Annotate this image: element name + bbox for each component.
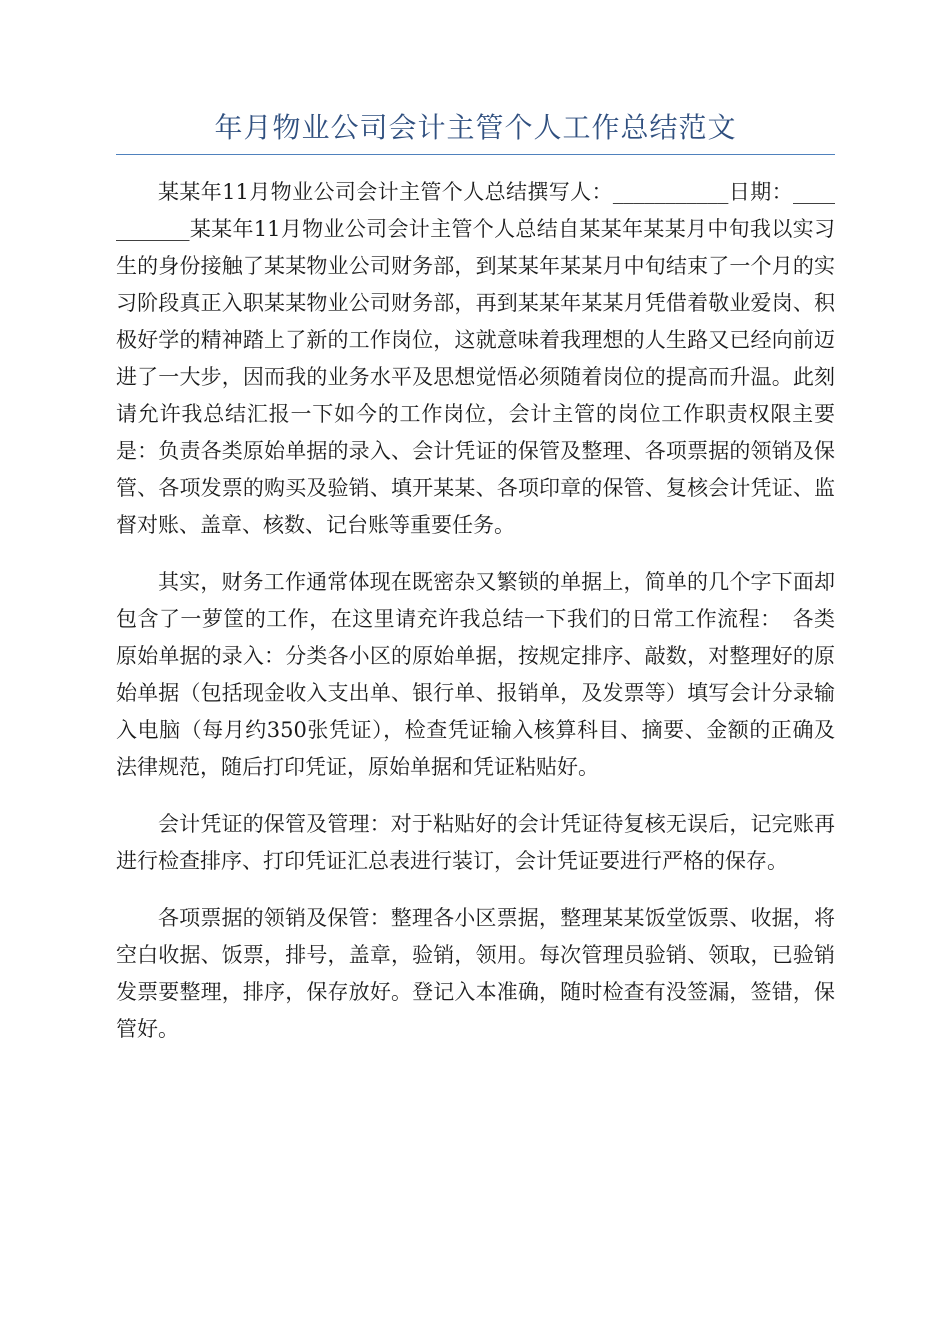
document-title: 年月物业公司会计主管个人工作总结范文 xyxy=(214,111,737,144)
paragraph-receipt-management: 各项票据的领销及保管：整理各小区票据，整理某某饭堂饭票、收据，将空白收据、饭票，排号，盖章，验销，领用。每次管理员验销、领取，已验销发票要整理，排序，保存放好。登记入本准确，随时检查有没签漏，签错，保管好。 xyxy=(116,906,835,1041)
paragraph-workflow: 其实，财务工作通常体现在既密杂又繁锁的单据上，简单的几个字下面却包含了一萝筐的工作，在这里请充许我总结一下我们的日常工作流程： 各类原始单据的录入：分类各小区的原始单据，按规定排序、敲数，对整理好的原始单据（包括现金收入支出单、银行单、报销单，及发票等）填写会计分录输入电脑（每月约350张凭证），检查凭证输入核算科目、摘要、金额的正确及法律规范，随后打印凭证，原始单据和凭证粘贴好。 xyxy=(116,570,835,779)
title-underline xyxy=(116,154,835,155)
paragraph-intro: 某某年11月物业公司会计主管个人总结撰写人：___________日期：___________某某年11月物业公司会计主管个人总结自某某年某某月中旬我以实习生的身份接触了某某物业公司财务部，到某某年某某月中旬结束了一个月的实习阶段真正入职某某物业公司财务部，再到某某年某某月凭借着敬业爱岗、积极好学的精神踏上了新的工作岗位，这就意味着我理想的人生路又已经向前迈进了一大步，因而我的业务水平及思想觉悟必须随着岗位的提高而升温。此刻请允许我总结汇报一下如今的工作岗位，会计主管的岗位工作职责权限主要是：负责各类原始单据的录入、会计凭证的保管及整理、各项票据的领销及保管、各项发票的购买及验销、填开某某、各项印章的保管、复核会计凭证、监督对账、盖章、核数、记台账等重要任务。 xyxy=(116,180,835,537)
paragraph-voucher-custody: 会计凭证的保管及管理：对于粘贴好的会计凭证待复核无误后，记完账再进行检查排序、打印凭证汇总表进行装订，会计凭证要进行严格的保存。 xyxy=(116,812,835,873)
document-body xyxy=(116,174,835,1068)
